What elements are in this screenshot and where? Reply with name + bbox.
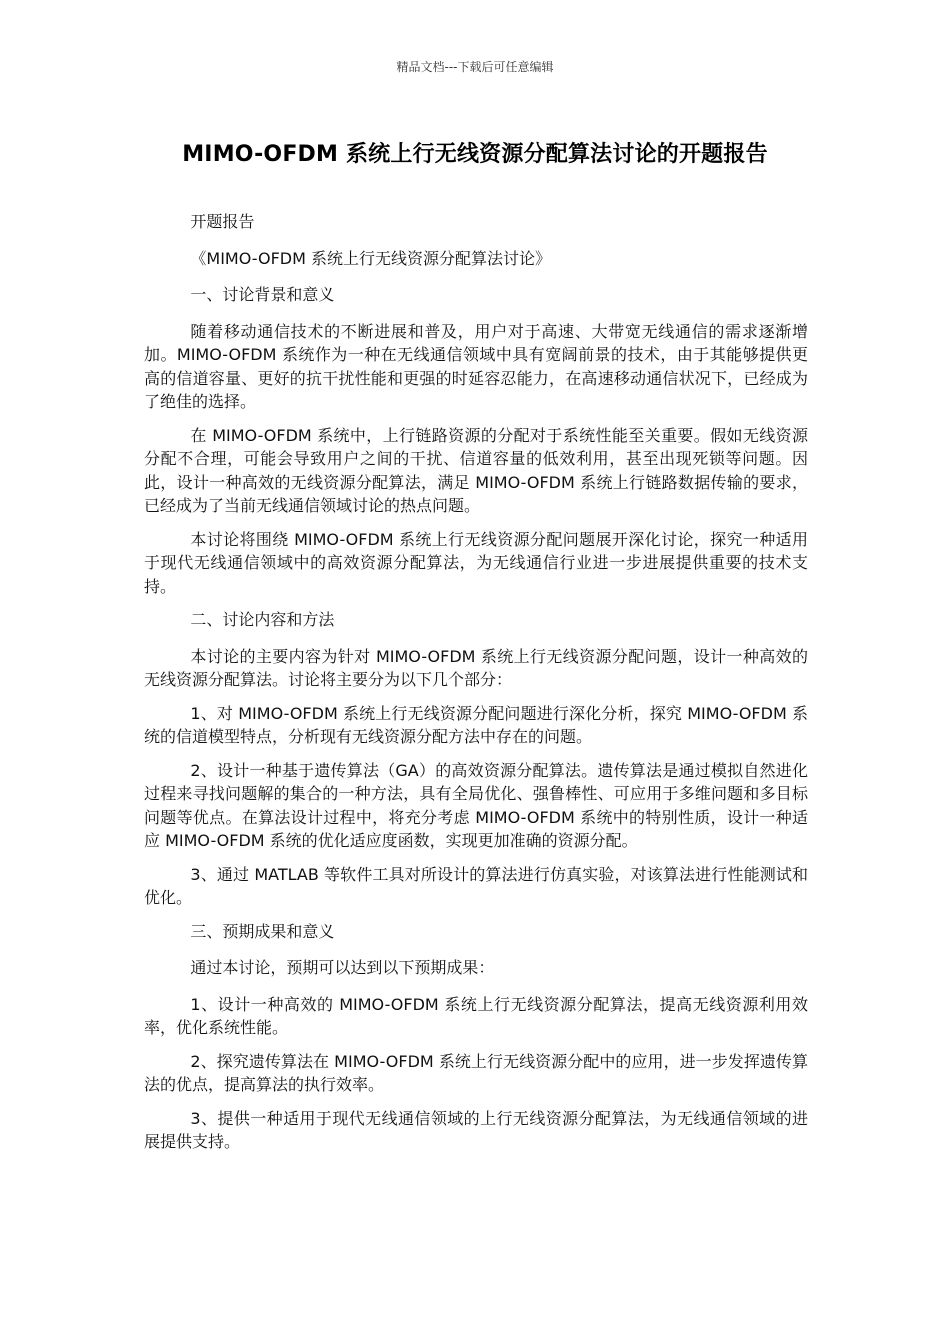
paragraph-outcomes-intro: 通过本讨论，预期可以达到以下预期成果：	[190, 958, 495, 977]
paragraph-outcome-3: 3、提供一种适用于现代无线通信领域的上行无线资源分配算法，为无线通信领域的进展提供支持。	[144, 1108, 808, 1151]
section-heading-content: 二、讨论内容和方法	[190, 610, 335, 629]
document-body	[144, 210, 808, 1164]
report-label: 开题报告	[190, 212, 255, 231]
document-title: MIMO-OFDM 系统上行无线资源分配算法讨论的开题报告	[182, 142, 768, 167]
paragraph-background-3: 本讨论将围绕 MIMO-OFDM 系统上行无线资源分配问题展开深化讨论，探究一种适用于现代无线通信领域中的高效资源分配算法，为无线通信行业进一步进展提供重要的技术支持。	[144, 529, 808, 596]
section-heading-outcomes: 三、预期成果和意义	[190, 921, 335, 941]
paragraph-outcome-1: 1、设计一种高效的 MIMO-OFDM 系统上行无线资源分配算法，提高无线资源利用效率，优化系统性能。	[144, 994, 808, 1037]
section-heading-background: 一、讨论背景和意义	[190, 285, 335, 304]
report-topic: 《MIMO-OFDM 系统上行无线资源分配算法讨论》	[190, 248, 551, 268]
paragraph-outcome-2: 2、探究遗传算法在 MIMO-OFDM 系统上行无线资源分配中的应用，进一步发挥遗传算法的优点，提高算法的执行效率。	[144, 1051, 808, 1094]
page-header-note: 精品文档---下载后可任意编辑	[396, 60, 554, 74]
paragraph-content-item-1: 1、对 MIMO-OFDM 系统上行无线资源分配问题进行深化分析，探究 MIMO-OFDM 系统的信道模型特点，分析现有无线资源分配方法中存在的问题。	[144, 703, 808, 746]
paragraph-content-item-2: 2、设计一种基于遗传算法（GA）的高效资源分配算法。遗传算法是通过模拟自然进化过程来寻找问题解的集合的一种方法，具有全局优化、强鲁棒性、可应用于多维问题和多目标问题等优点。在算法设计过程中，将充分考虑 MIMO-OFDM 系统中的特别性质，设计一种适应 MIMO-OFDM 系统的优化适应度函数，实现更加准确的资源分配。	[144, 760, 808, 850]
paragraph-background-2: 在 MIMO-OFDM 系统中，上行链路资源的分配对于系统性能至关重要。假如无线资源分配不合理，可能会导致用户之间的干扰、信道容量的低效利用，甚至出现死锁等问题。因此，设计一种高效的无线资源分配算法，满足 MIMO-OFDM 系统上行链路数据传输的要求，已经成为了当前无线通信领域讨论的热点问题。	[144, 425, 808, 515]
paragraph-background-1: 随着移动通信技术的不断进展和普及，用户对于高速、大带宽无线通信的需求逐渐增加。MIMO-OFDM 系统作为一种在无线通信领域中具有宽阔前景的技术，由于其能够提供更高的信道容量、更好的抗干扰性能和更强的时延容忍能力，在高速移动通信状况下，已经成为了绝佳的选择。	[144, 321, 808, 411]
paragraph-content-item-3: 3、通过 MATLAB 等软件工具对所设计的算法进行仿真实验，对该算法进行性能测试和优化。	[144, 864, 808, 907]
paragraph-content-intro: 本讨论的主要内容为针对 MIMO-OFDM 系统上行无线资源分配问题，设计一种高效的无线资源分配算法。讨论将主要分为以下几个部分：	[144, 646, 808, 689]
